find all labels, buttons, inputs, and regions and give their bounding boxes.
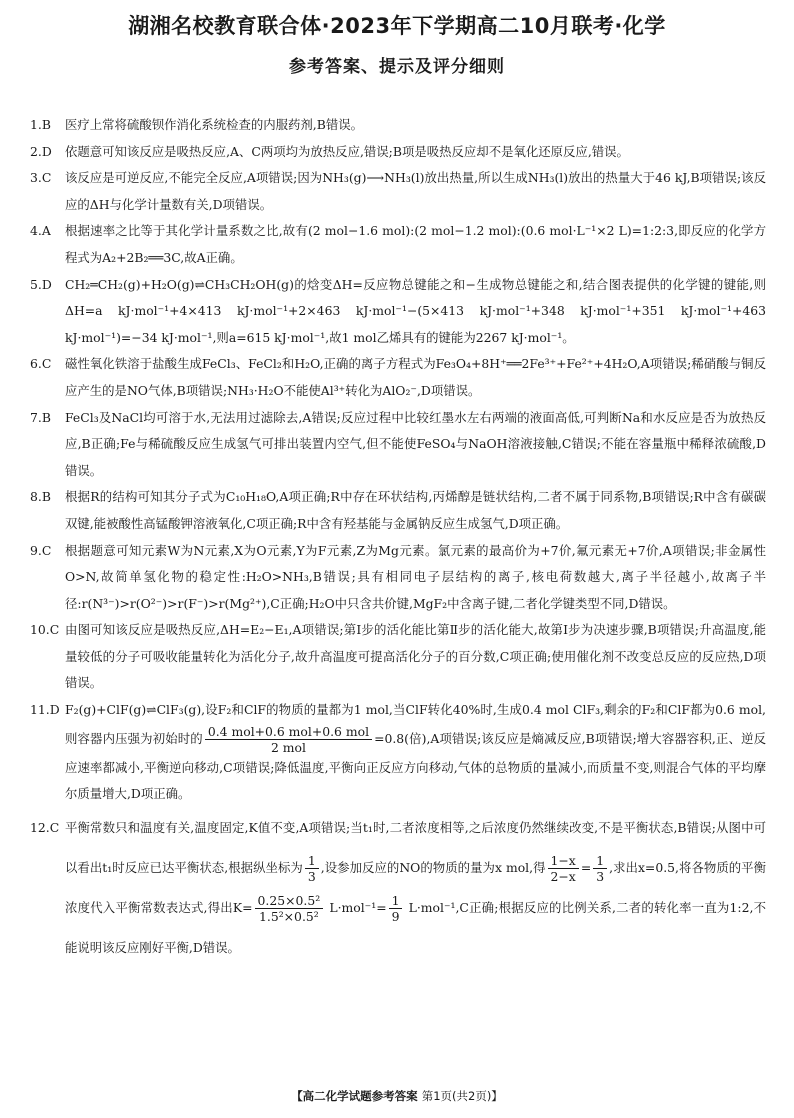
answer-item bbox=[30, 165, 766, 218]
fraction-numerator: 1−x bbox=[548, 853, 579, 869]
fraction-denominator: 3 bbox=[596, 868, 605, 884]
fraction-denominator: 2 mol bbox=[270, 739, 306, 755]
fraction-denominator: 2−x bbox=[550, 868, 576, 884]
answer-number: 9.C bbox=[30, 542, 52, 558]
explanation-text: ,设参加反应的NO的物质的量为x mol,得 bbox=[320, 859, 546, 875]
equilibrium-constant-fraction bbox=[255, 893, 324, 924]
fraction-denominator: 9 bbox=[391, 908, 400, 924]
answer-item bbox=[30, 139, 766, 166]
answer-number: 10.C bbox=[30, 622, 60, 638]
answer-item bbox=[30, 112, 766, 139]
explanation-text: 平衡常数只和温度有关,温度固定,K值不变,A项错误;当t₁时,二者浓度相等,之后浓度仍然继续改变,不是平衡状态,B错误;从图中可以看出t₁时反应已达平衡状态,根据纵坐标为 bbox=[65, 819, 766, 875]
answer-explanation: CH₂═CH₂(g)+H₂O(g)⇌CH₃CH₂OH(g)的焓变ΔH=反应物总键能之和−生成物总键能之和,结合图表提供的化学键的键能,则ΔH=a kJ·mol⁻¹+4×413 kJ·mol⁻¹+2×463 kJ·mol⁻¹−(5×413 kJ·mol⁻¹+348 kJ·mol⁻¹+351 kJ·mol⁻¹+463 kJ·mol⁻¹)=−34 kJ·mol⁻¹,则a=615 kJ·mol⁻¹,故1 mol乙烯具有的键能为2267 kJ·mol⁻¹。 bbox=[65, 276, 766, 345]
answer-number: 8.B bbox=[30, 489, 51, 505]
answer-number: 2.D bbox=[30, 143, 52, 159]
explanation-text: L·mol⁻¹= bbox=[325, 899, 387, 915]
footer-label: 【高二化学试题参考答案 bbox=[291, 1089, 418, 1103]
answer-item bbox=[30, 218, 766, 271]
page-title: 湖湘名校教育联合体·2023年下学期高二10月联考·化学 bbox=[128, 14, 666, 38]
fraction bbox=[305, 853, 319, 884]
answer-number: 5.D bbox=[30, 276, 52, 292]
answer-explanation: 磁性氧化铁溶于盐酸生成FeCl₃、FeCl₂和H₂O,正确的离子方程式为Fe₃O₄+8H⁺══2Fe³⁺+Fe²⁺+4H₂O,A项错误;稀硝酸与铜反应产生的是NO气体,B项错误;NH₃·H₂O不能使Al³⁺转化为AlO₂⁻,D项错误。 bbox=[65, 356, 766, 398]
answer-item bbox=[30, 351, 766, 404]
fraction-numerator: 1 bbox=[593, 853, 607, 869]
answer-item bbox=[30, 617, 766, 697]
answer-item bbox=[30, 272, 766, 352]
fraction-numerator: 0.4 mol+0.6 mol+0.6 mol bbox=[205, 724, 372, 740]
answer-item bbox=[30, 484, 766, 537]
answer-explanation: 根据R的结构可知其分子式为C₁₀H₁₈O,A项正确;R中存在环状结构,丙烯醇是链状结构,二者不属于同系物,B项错误;R中含有碳碳双键,能被酸性高锰酸钾溶液氧化,C项正确;R中含有羟基能与金属钠反应生成氢气,D项正确。 bbox=[65, 489, 766, 531]
answer-list bbox=[30, 112, 766, 968]
fraction-denominator: 3 bbox=[307, 868, 316, 884]
fraction bbox=[389, 893, 403, 924]
answer-number: 4.A bbox=[30, 223, 51, 239]
answer-number: 1.B bbox=[30, 117, 51, 132]
page-footer bbox=[0, 1088, 794, 1104]
fraction-numerator: 1 bbox=[389, 893, 403, 909]
answer-explanation: 依题意可知该反应是吸热反应,A、C两项均为放热反应,错误;B项是吸热反应却不是氧化还原反应,错误。 bbox=[65, 143, 629, 159]
page-subtitle: 参考答案、提示及评分细则 bbox=[289, 57, 505, 77]
answer-explanation bbox=[65, 808, 766, 968]
fraction-denominator: 1.5²×0.5² bbox=[259, 908, 319, 924]
answer-explanation bbox=[65, 697, 766, 808]
answer-number: 11.D bbox=[30, 702, 60, 718]
fraction-numerator: 1 bbox=[305, 853, 319, 869]
answer-number: 3.C bbox=[30, 170, 52, 186]
answer-explanation: 根据题意可知元素W为N元素,X为O元素,Y为F元素,Z为Mg元素。氯元素的最高价为+7价,氟元素无+7价,A项错误;非金属性O>N,故简单氢化物的稳定性:H₂O>NH₃,B错误;具有相同电子层结构的离子,核电荷数越大,离子半径越小,故离子半径:r(N³⁻)>r(O²⁻)>r(F⁻)>r(Mg²⁺),C正确;H₂O中只含共价键,MgF₂中含离子键,二者化学键类型不同,D错误。 bbox=[65, 542, 766, 611]
explanation-text: L·mol⁻¹,C正确;根据反应的比例关系,二者的转化率一直为1:2,不能说明该反应刚好平衡,D错误。 bbox=[65, 899, 767, 955]
fraction bbox=[548, 853, 579, 884]
fraction-numerator: 0.25×0.5² bbox=[255, 893, 324, 909]
answer-number: 12.C bbox=[30, 819, 60, 835]
answer-item bbox=[30, 538, 766, 618]
explanation-text: = bbox=[580, 859, 592, 875]
answer-item bbox=[30, 808, 766, 968]
answer-explanation: 该反应是可逆反应,不能完全反应,A项错误;因为NH₃(g)⟶NH₃(l)放出热量,所以生成NH₃(l)放出的热量大于46 kJ,B项错误;该反应的ΔH与化学计量数有关,D项错误。 bbox=[65, 170, 766, 212]
answer-explanation: FeCl₃及NaCl均可溶于水,无法用过滤除去,A错误;反应过程中比较红墨水左右两端的液面高低,可判断Na和水反应是否为放热反应,B正确;Fe与稀硫酸反应生成氢气可排出装置内空气,但不能使FeSO₄与NaOH溶液接触,C错误;不能在容量瓶中稀释浓硫酸,D错误。 bbox=[65, 409, 766, 478]
explanation-text: =0.8(倍),A项错误;该反应是熵减反应,B项错误;增大容器容积,正、逆反应速率都减小,平衡逆向移动,C项错误;降低温度,平衡向正反应方向移动,气体的总物质的量减小,而质量不变,则混合气体的平均摩尔质量增大,D项正确。 bbox=[65, 730, 766, 802]
explanation-text: ,求出x=0.5,将各物质的平衡浓度代入平衡常数表达式,得出K= bbox=[65, 859, 767, 915]
answer-explanation: 医疗上常将硫酸钡作消化系统检查的内服药剂,B错误。 bbox=[65, 117, 364, 132]
pressure-ratio-fraction bbox=[205, 724, 372, 755]
explanation-text: F₂(g)+ClF(g)⇌ClF₃(g),设F₂和ClF的物质的量都为1 mol,当ClF转化40%时,生成0.4 mol ClF₃,剩余的F₂和ClF都为0.6 mol,则容器内压强为初始时的 bbox=[65, 702, 766, 746]
footer-page-number: 第1页(共2页)】 bbox=[421, 1089, 503, 1103]
answer-number: 6.C bbox=[30, 356, 52, 372]
answer-number: 7.B bbox=[30, 409, 51, 425]
answer-explanation: 根据速率之比等于其化学计量系数之比,故有(2 mol−1.6 mol):(2 mol−1.2 mol):(0.6 mol·L⁻¹×2 L)=1:2:3,即反应的化学方程式为A₂+2B₂══3C,故A正确。 bbox=[65, 223, 766, 265]
answer-item bbox=[30, 405, 766, 485]
answer-item bbox=[30, 697, 766, 808]
fraction bbox=[593, 853, 607, 884]
answer-explanation: 由图可知该反应是吸热反应,ΔH=E₂−E₁,A项错误;第Ⅰ步的活化能比第Ⅱ步的活化能大,故第Ⅰ步为决速步骤,B项错误;升高温度,能量较低的分子可吸收能量转化为活化分子,故升高温度可提高活化分子的百分数,C项正确;使用催化剂不改变总反应的反应热,D项错误。 bbox=[65, 622, 766, 691]
